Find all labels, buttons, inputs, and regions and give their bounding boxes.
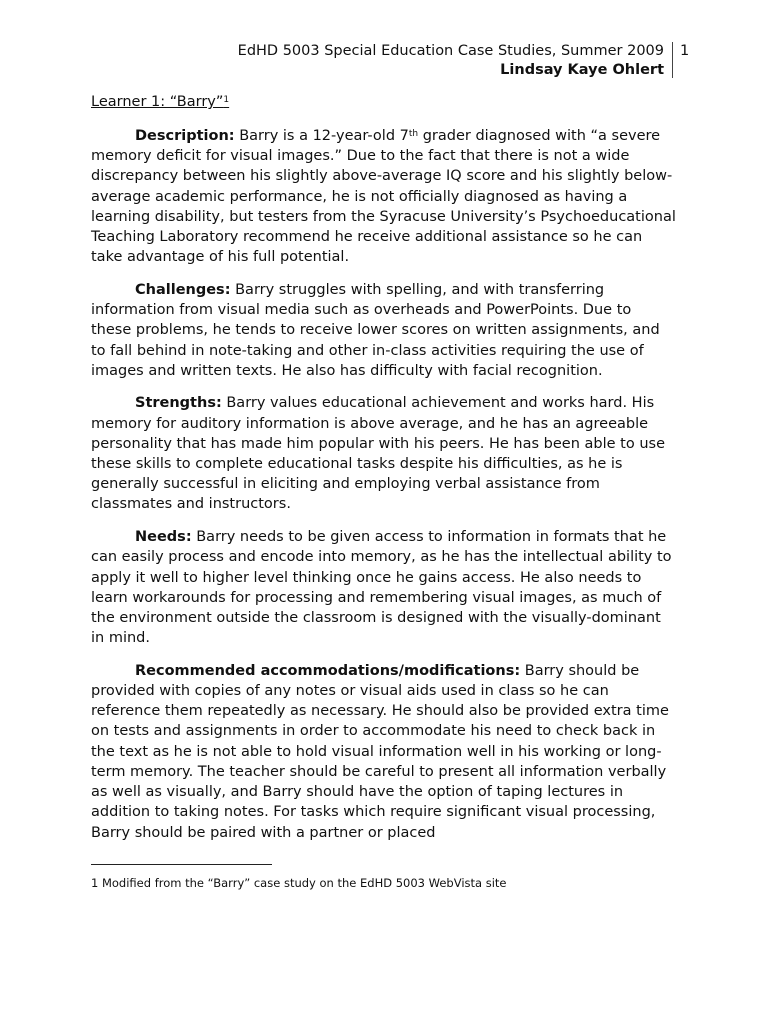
footnote: 1 Modified from the “Barry” case study on the EdHD 5003 WebVista site (91, 876, 507, 890)
paragraph-challenges (91, 280, 676, 381)
ordinal-suffix: th (408, 129, 419, 139)
challenges-text: Barry struggles with spelling, and with transferring information from visual media such as overheads and PowerPoints. Due to these problems, he tends to receive lower scores on written assignments, and to fall behind in note-taking and other in-class activities requiring the use of images and written texts. He also has difficulty with facial recognition. (91, 281, 660, 379)
section-title (91, 93, 229, 112)
challenges-label: Challenges: (135, 281, 231, 298)
description-text-start: Barry is a 12-year-old 7 (234, 128, 409, 144)
footnote-reference: 1 (223, 95, 230, 105)
accommodations-label: Recommended accommodations/modifications: (135, 662, 521, 679)
needs-label: Needs: (135, 529, 192, 546)
description-label: Description: (135, 128, 235, 144)
header-divider (672, 42, 673, 78)
accommodations-text: Barry should be provided with copies of any notes or visual aids used in class so he can reference them repeatedly as necessary. He should also be provided extra time on tests and assignments in order to accommodate his need to check back in the text as he is not able to hold visual information well in his working or long-term memory. The teacher should be careful to present all information verbally as well as visually, and Barry should have the option of taping lectures in addition to taking notes. For tasks which require significant visual processing, Barry should be paired with a partner or placed (91, 662, 669, 841)
needs-text: Barry needs to be given access to information in formats that he can easily process and encode into memory, as he has the intellectual ability to apply it well to higher level thinking once he gains access. He also needs to learn workarounds for processing and remembering visual images, as much of the environment outside the classroom is designed with the visually-dominant in mind. (91, 529, 672, 647)
footnote-separator (91, 864, 272, 865)
author-name: Lindsay Kaye Ohlert (500, 62, 664, 78)
course-title: EdHD 5003 Special Education Case Studies, Summer 2009 (237, 43, 664, 59)
page-number: 1 (680, 43, 690, 59)
section-title-text: Learner 1: “Barry” (91, 94, 224, 110)
page-header (238, 42, 664, 80)
paragraph-accommodations (91, 661, 676, 843)
document-body (91, 126, 676, 855)
paragraph-needs (91, 527, 676, 648)
strengths-label: Strengths: (135, 395, 222, 412)
paragraph-description (91, 126, 676, 267)
description-text-end: grader diagnosed with “a severe memory deficit for visual images.” Due to the fact that there is not a wide discrepancy between his slightly above-average IQ score and his slightly below-average academic performance, he is not officially diagnosed as having a learning disability, but testers from the Syracuse University’s Psychoeducational Teaching Laboratory recommend he receive additional assistance so he can take advantage of his full potential. (91, 128, 676, 266)
strengths-text: Barry values educational achievement and works hard. His memory for auditory information is above average, and he has an agreeable personality that has made him popular with his peers. He has been able to use these skills to complete educational tasks despite his difficulties, as he is generally successful in eliciting and employing verbal assistance from classmates and instructors. (91, 395, 665, 513)
paragraph-strengths (91, 393, 676, 514)
